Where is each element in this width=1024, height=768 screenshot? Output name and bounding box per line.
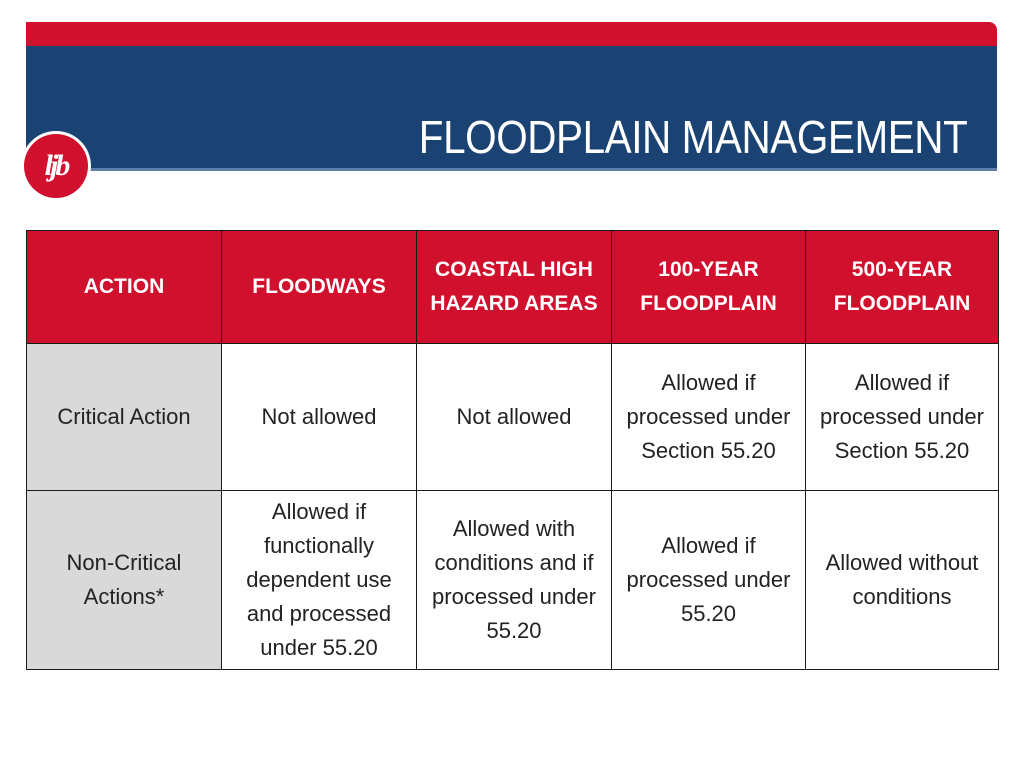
logo-text: ljb bbox=[44, 149, 68, 182]
cell-critical-floodways: Not allowed bbox=[222, 344, 417, 491]
table-row bbox=[27, 344, 999, 491]
header-row bbox=[27, 231, 999, 344]
header-100-year: 100-YEAR FLOODPLAIN bbox=[612, 231, 806, 344]
cell-noncritical-100-year: Allowed if processed under 55.20 bbox=[612, 491, 806, 670]
cell-critical-100-year: Allowed if processed under Section 55.20 bbox=[612, 344, 806, 491]
cell-critical-coastal: Not allowed bbox=[417, 344, 612, 491]
ljb-logo bbox=[24, 134, 88, 198]
cell-noncritical-coastal: Allowed with conditions and if processed under 55.20 bbox=[417, 491, 612, 670]
banner-blue-band bbox=[26, 46, 997, 168]
slide-title: FLOODPLAIN MANAGEMENT bbox=[418, 111, 967, 163]
title-banner bbox=[26, 22, 997, 168]
floodplain-table bbox=[26, 230, 999, 670]
header-floodways: FLOODWAYS bbox=[222, 231, 417, 344]
cell-critical-500-year: Allowed if processed under Section 55.20 bbox=[806, 344, 999, 491]
cell-noncritical-500-year: Allowed without conditions bbox=[806, 491, 999, 670]
banner-red-stripe bbox=[26, 22, 997, 46]
header-coastal-high-hazard: COASTAL HIGH HAZARD AREAS bbox=[417, 231, 612, 344]
table-row bbox=[27, 491, 999, 670]
header-500-year: 500-YEAR FLOODPLAIN bbox=[806, 231, 999, 344]
row-label-critical: Critical Action bbox=[27, 344, 222, 491]
header-action: ACTION bbox=[27, 231, 222, 344]
banner-divider bbox=[26, 168, 997, 171]
row-label-non-critical: Non-Critical Actions* bbox=[27, 491, 222, 670]
cell-noncritical-floodways: Allowed if functionally dependent use and processed under 55.20 bbox=[222, 491, 417, 670]
